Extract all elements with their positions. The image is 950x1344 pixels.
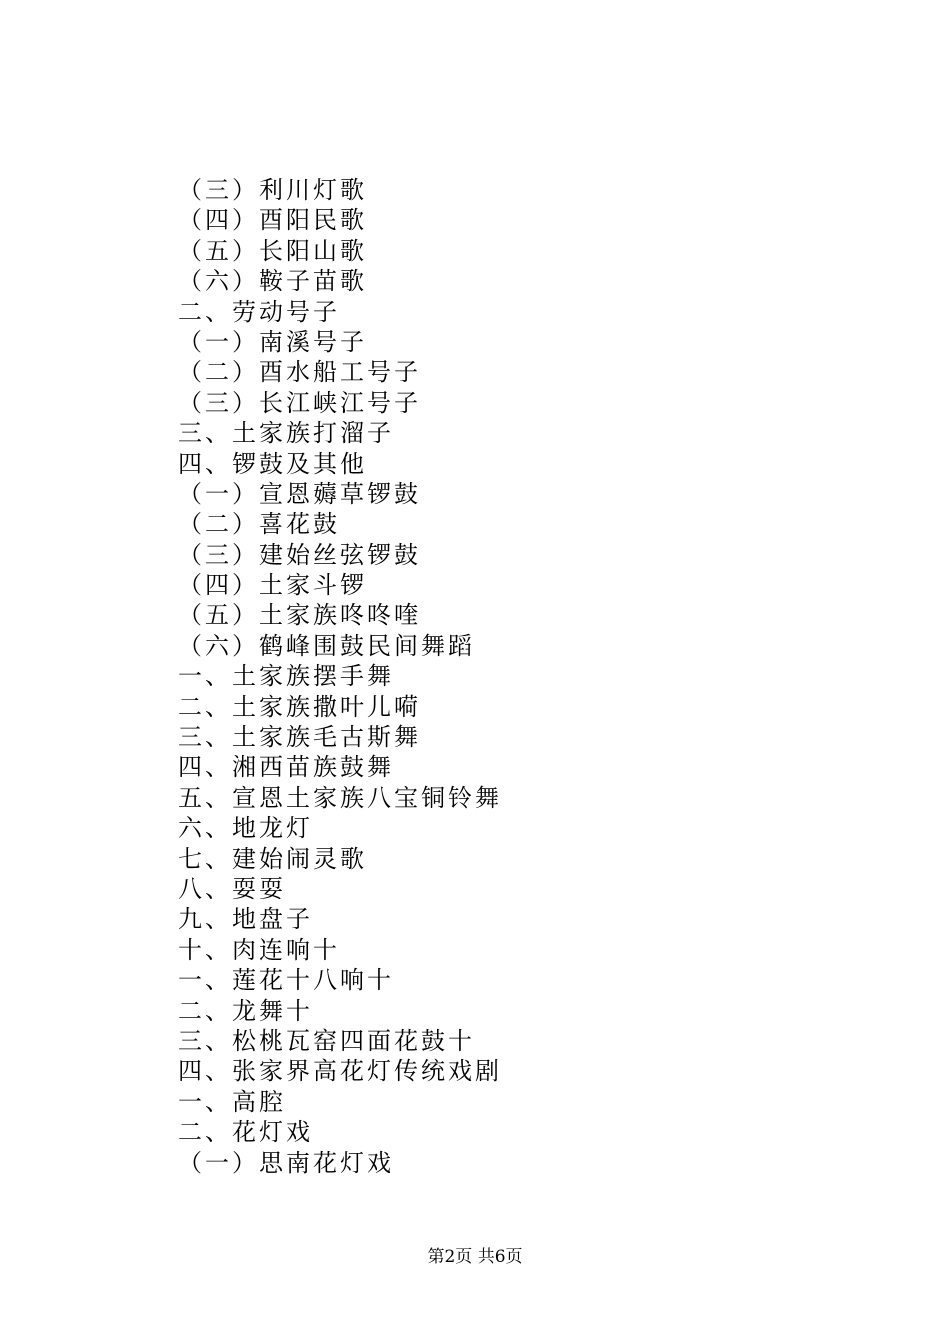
list-item: （五）长阳山歌 — [178, 236, 367, 265]
document-body — [178, 175, 818, 1178]
list-item: （六）鹤峰围鼓民间舞蹈 — [178, 631, 475, 660]
list-item: （三）长江峡江号子 — [178, 388, 421, 417]
list-item: 四、张家界高花灯传统戏剧 — [178, 1057, 502, 1086]
list-item: 四、湘西苗族鼓舞 — [178, 753, 394, 782]
list-item: （一）宣恩薅草锣鼓 — [178, 479, 421, 508]
list-item: 一、高腔 — [178, 1087, 286, 1116]
page-footer: 第2页 共6页 — [427, 1247, 523, 1267]
list-item: 三、松桃瓦窑四面花鼓十 — [178, 1026, 475, 1055]
list-item: （一）思南花灯戏 — [178, 1148, 394, 1177]
list-item: 七、建始闹灵歌 — [178, 844, 367, 873]
list-item: 九、地盘子 — [178, 905, 313, 934]
list-item: （三）建始丝弦锣鼓 — [178, 540, 421, 569]
list-item: 八、耍耍 — [178, 874, 286, 903]
list-item: 六、地龙灯 — [178, 814, 313, 843]
list-item: 三、土家族毛古斯舞 — [178, 723, 421, 752]
list-item: （五）土家族咚咚喹 — [178, 601, 421, 630]
list-item: 五、宣恩土家族八宝铜铃舞 — [178, 783, 502, 812]
list-item: 二、劳动号子 — [178, 297, 340, 326]
list-item: 二、龙舞十 — [178, 996, 313, 1025]
list-item: 二、土家族撒叶儿嗬 — [178, 692, 421, 721]
list-item: （二）喜花鼓 — [178, 510, 340, 539]
list-item: （一）南溪号子 — [178, 327, 367, 356]
list-item: 一、土家族摆手舞 — [178, 662, 394, 691]
list-item: 十、肉连响十 — [178, 935, 340, 964]
list-item: 二、花灯戏 — [178, 1118, 313, 1147]
list-item: 四、锣鼓及其他 — [178, 449, 367, 478]
list-item: （二）酉水船工号子 — [178, 358, 421, 387]
list-item: （四）酉阳民歌 — [178, 206, 367, 235]
list-item: 三、土家族打溜子 — [178, 419, 394, 448]
list-item: 一、莲花十八响十 — [178, 966, 394, 995]
list-item: （四）土家斗锣 — [178, 571, 367, 600]
list-item: （三）利川灯歌 — [178, 176, 367, 204]
list-item: （六）鞍子苗歌 — [178, 267, 367, 296]
